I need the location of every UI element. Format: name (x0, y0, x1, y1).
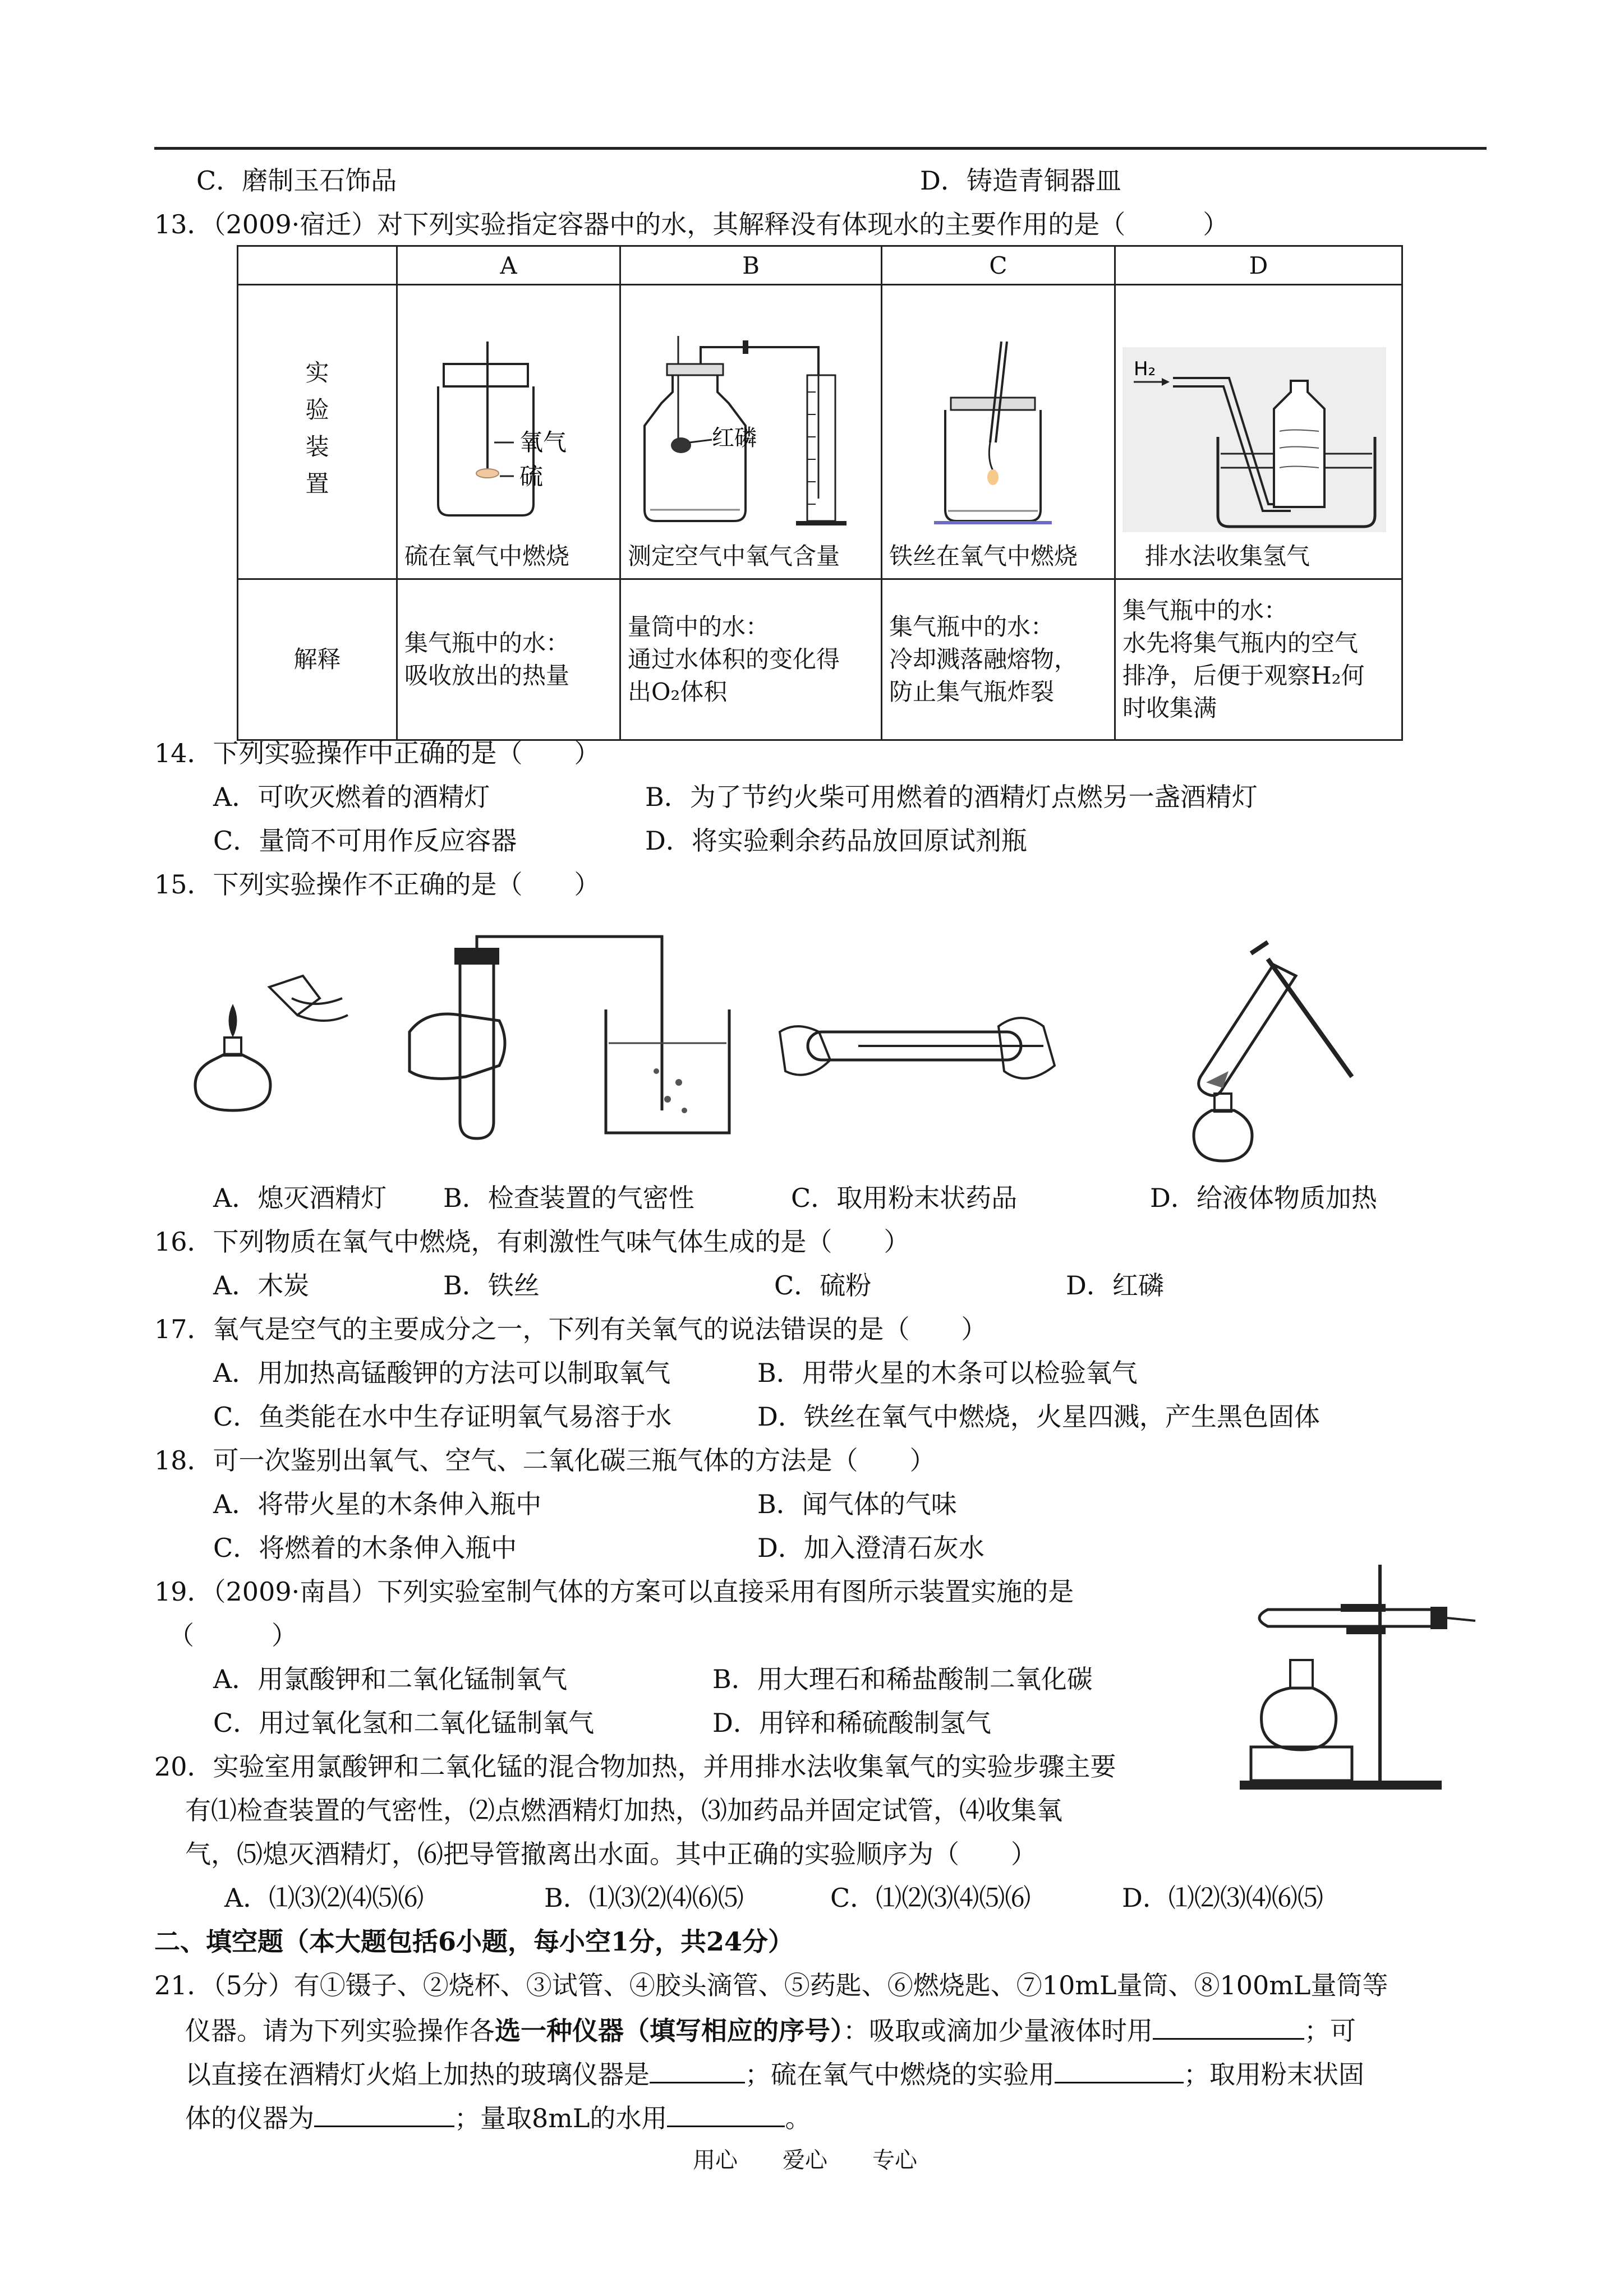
q20-option-c: C．⑴⑵⑶⑷⑸⑹ (830, 1883, 1031, 1913)
page-footer: 用心 爱心 专心 (693, 2147, 917, 2173)
header-a: A (397, 246, 620, 285)
label-red-phosphorus: 红磷 (712, 425, 757, 451)
q21-line3: 以直接在酒精灯火焰上加热的玻璃仪器是 ；硫在氧气中燃烧的实验用 ；取用粉末状固 (185, 2056, 1364, 2091)
device-d-caption: 排水法收集氢气 (1145, 542, 1310, 570)
q16-option-a: A．木炭 (213, 1270, 310, 1301)
answer-blank-2[interactable] (650, 2056, 745, 2083)
explain-b: 量筒中的水： 通过水体积的变化得 出O₂体积 (620, 579, 882, 740)
q18-option-d: D．加入澄清石灰水 (757, 1533, 984, 1563)
answer-blank-4[interactable] (314, 2100, 454, 2127)
device-d (1115, 285, 1402, 579)
q18-option-b: B．闻气体的气味 (757, 1489, 957, 1519)
row-label-device: 实 验 装 置 (238, 285, 397, 579)
q20-line2: 有⑴检查装置的气密性，⑵点燃酒精灯加热，⑶加药品并固定试管，⑷收集氧 (185, 1795, 1062, 1825)
q21-line4: 体的仪器为 ；量取8mL的水用 。 (185, 2100, 811, 2135)
header-c: C (882, 246, 1115, 285)
q14-option-c: C．量筒不可用作反应容器 (213, 826, 517, 856)
explain-d: 集气瓶中的水： 水先将集气瓶内的空气 排净，后便于观察H₂何 时收集满 (1115, 579, 1402, 740)
header-b: B (620, 246, 882, 285)
q18-option-c: C．将燃着的木条伸入瓶中 (213, 1533, 517, 1563)
section-2-heading: 二、填空题（本大题包括6小题，每小空1分，共24分） (154, 1926, 794, 1957)
answer-blank-3[interactable] (1055, 2056, 1184, 2083)
q19-stem: 19．（2009·南昌）下列实验室制气体的方案可以直接采用有图所示装置实施的是 (154, 1576, 1074, 1607)
q21-line1: 21．（5分）有①镊子、②烧杯、③试管、④胶头滴管、⑤药匙、⑥燃烧匙、⑦10mL量筒、⑧100mL量筒等 (154, 1970, 1388, 2000)
q14-stem: 14．下列实验操作中正确的是（ ） (154, 738, 600, 768)
q21-line2: 仪器。请为下列实验操作各选一种仪器（填写相应的序号）：吸取或滴加少量液体时用 ；可 (185, 2012, 1356, 2048)
q16-stem: 16．下列物质在氧气中燃烧，有刺激性气味气体生成的是（ ） (154, 1227, 910, 1257)
powder-reagent-figure (774, 998, 1066, 1110)
q15-option-c: C．取用粉末状药品 (791, 1183, 1018, 1213)
red-phosphorus-figure (628, 330, 875, 532)
sulfur-burning-figure (404, 330, 612, 532)
label-sulfur: 硫 (519, 463, 544, 490)
device-c (882, 285, 1115, 579)
q20-line1: 20．实验室用氯酸钾和二氧化锰的混合物加热，并用排水法收集氧气的实验步骤主要 (154, 1751, 1116, 1782)
device-b (620, 285, 882, 579)
device-a-caption: 硫在氧气中燃烧 (404, 542, 570, 570)
q14-option-d: D．将实验剩余药品放回原试剂瓶 (645, 826, 1027, 856)
header-rule (154, 147, 1487, 150)
q20-option-b: B．⑴⑶⑵⑷⑹⑸ (544, 1883, 744, 1913)
heat-liquid-figure (1167, 931, 1380, 1167)
q17-stem: 17．氧气是空气的主要成分之一，下列有关氧气的说法错误的是（ ） (154, 1314, 987, 1344)
q17-option-a: A．用加热高锰酸钾的方法可以制取氧气 (213, 1358, 671, 1388)
extinguish-lamp-figure (180, 965, 359, 1122)
q17-option-d: D．铁丝在氧气中燃烧，火星四溅，产生黑色固体 (757, 1401, 1320, 1432)
label-oxygen: 氧气 (519, 428, 567, 456)
q19-option-a: A．用氯酸钾和二氧化锰制氧气 (213, 1664, 568, 1694)
q20-option-a: A．⑴⑶⑵⑷⑸⑹ (224, 1883, 424, 1913)
q19-option-b: B．用大理石和稀盐酸制二氧化碳 (712, 1664, 1093, 1694)
header-d: D (1115, 246, 1402, 285)
q15-stem: 15．下列实验操作不正确的是（ ） (154, 869, 600, 900)
q20-line3: 气，⑸熄灭酒精灯，⑹把导管撤离出水面。其中正确的实验顺序为（ ） (185, 1839, 1037, 1869)
q16-option-b: B．铁丝 (443, 1270, 540, 1301)
q12-option-d: D．铸造青铜器皿 (920, 165, 1121, 196)
q17-option-b: B．用带火星的木条可以检验氧气 (757, 1358, 1138, 1388)
device-a (397, 285, 620, 579)
q15-option-b: B．检查装置的气密性 (443, 1183, 694, 1213)
q12-option-c: C．磨制玉石饰品 (196, 165, 397, 196)
explain-c: 集气瓶中的水： 冷却溅落融熔物， 防止集气瓶炸裂 (882, 579, 1115, 740)
answer-blank-5[interactable] (667, 2100, 785, 2127)
heating-setup-figure (1234, 1559, 1481, 1795)
q19-option-c: C．用过氧化氢和二氧化锰制氧气 (213, 1708, 595, 1738)
q15-option-a: A．熄灭酒精灯 (213, 1183, 387, 1213)
iron-wire-figure (889, 330, 1108, 532)
q13-stem: 13．（2009·宿迁）对下列实验指定容器中的水，其解释没有体现水的主要作用的是（ ） (154, 209, 1229, 239)
label-h2: H₂ (1134, 358, 1156, 380)
q14-option-a: A．可吹灭燃着的酒精灯 (213, 782, 490, 812)
row-label-explain: 解释 (238, 579, 397, 740)
q19-paren: （ ） (168, 1620, 297, 1650)
q13-table (237, 245, 1403, 741)
q18-option-a: A．将带火星的木条伸入瓶中 (213, 1489, 542, 1519)
q18-stem: 18．可一次鉴别出氧气、空气、二氧化碳三瓶气体的方法是（ ） (154, 1445, 936, 1476)
q20-option-d: D．⑴⑵⑶⑷⑹⑸ (1122, 1883, 1323, 1913)
explain-a: 集气瓶中的水： 吸收放出的热量 (397, 579, 620, 740)
q15-option-d: D．给液体物质加热 (1150, 1183, 1377, 1213)
airtightness-check-figure (404, 931, 785, 1144)
q16-option-c: C．硫粉 (774, 1270, 872, 1301)
device-b-caption: 测定空气中氧气含量 (628, 542, 840, 570)
answer-blank-1[interactable] (1153, 2012, 1304, 2040)
q17-option-c: C．鱼类能在水中生存证明氧气易溶于水 (213, 1401, 672, 1432)
q19-option-d: D．用锌和稀硫酸制氢气 (712, 1708, 991, 1738)
q16-option-d: D．红磷 (1066, 1270, 1164, 1301)
q14-option-b: B．为了节约火柴可用燃着的酒精灯点燃另一盏酒精灯 (645, 782, 1258, 812)
table-corner (238, 246, 397, 285)
water-displacement-figure (1122, 347, 1386, 532)
device-c-caption: 铁丝在氧气中燃烧 (889, 542, 1078, 570)
